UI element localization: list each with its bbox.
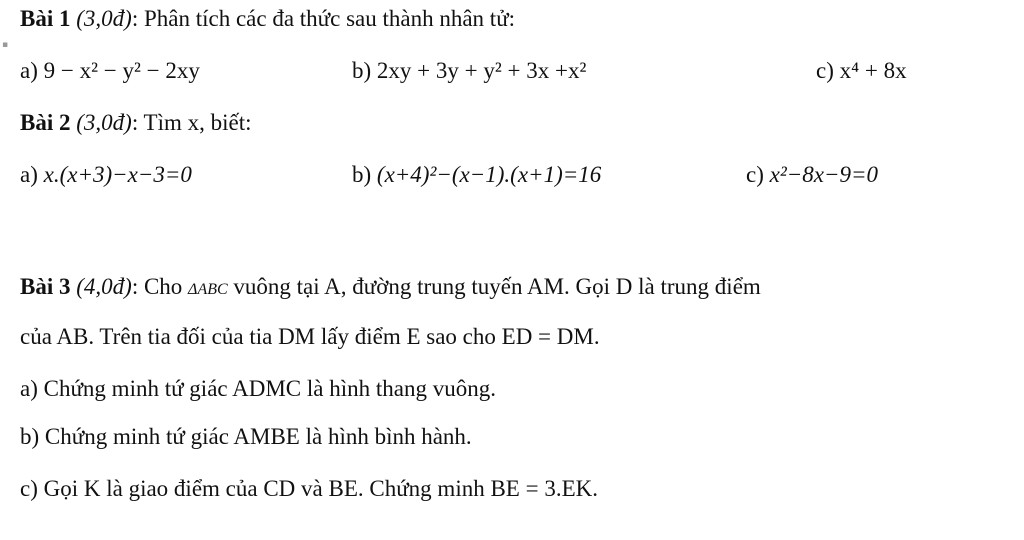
exercise-1-instruction: : Phân tích các đa thức sau thành nhân tử: (131, 6, 516, 31)
exercise-2-heading (20, 108, 252, 138)
exercise-2-title: Bài 2 (20, 110, 71, 135)
exercise-3-part-a: a) Chứng minh tứ giác ADMC là hình thang vuông. (20, 376, 496, 401)
exercise-3-title: Bài 3 (20, 274, 71, 299)
exercise-1-item-c (816, 56, 907, 86)
margin-marker: ▪ (2, 40, 9, 50)
item-label: a) (20, 58, 44, 83)
item-expression: (x+4)²−(x−1).(x+1)=16 (376, 162, 602, 187)
exercise-3-intro-end: vuông tại A, đường trung tuyến AM. Gọi D là trung điểm (227, 274, 761, 299)
exercise-3-intro (20, 272, 761, 305)
triangle-abc: ΔABC (188, 281, 228, 298)
exercise-2-item-a (20, 160, 192, 190)
item-expression: x⁴ + 8x (839, 58, 907, 83)
exercise-1-heading (20, 4, 515, 34)
exercise-2-item-b (352, 160, 601, 190)
item-label: b) (352, 58, 377, 83)
exercise-3-part-c: c) Gọi K là giao điểm của CD và BE. Chứng minh BE = 3.EK. (20, 476, 598, 501)
item-expression: 9 − x² − y² − 2xy (43, 58, 200, 83)
exercise-2-item-c (746, 160, 878, 190)
item-expression: 2xy + 3y + y² + 3x +x² (376, 58, 587, 83)
item-label: c) (746, 162, 770, 187)
exercise-2-points: (3,0đ) (76, 110, 132, 135)
exercise-3-part-b: b) Chứng minh tứ giác AMBE là hình bình hành. (20, 424, 472, 449)
item-label: b) (352, 162, 377, 187)
item-expression: x.(x+3)−x−3=0 (43, 162, 192, 187)
exercise-1-title: Bài 1 (20, 6, 71, 31)
exercise-2-instruction: : Tìm x, biết: (131, 110, 252, 135)
exercise-3-intro-start: : Cho (131, 274, 189, 299)
exercise-1-points: (3,0đ) (76, 6, 132, 31)
item-label: a) (20, 162, 44, 187)
item-label: c) (816, 58, 840, 83)
exercise-1-item-a (20, 56, 200, 86)
exercise-3-line-2: của AB. Trên tia đối của tia DM lấy điểm E sao cho ED = DM. (20, 324, 600, 349)
exercise-1-item-b (352, 56, 586, 86)
item-expression: x²−8x−9=0 (769, 162, 878, 187)
exercise-3-points: (4,0đ) (76, 274, 132, 299)
